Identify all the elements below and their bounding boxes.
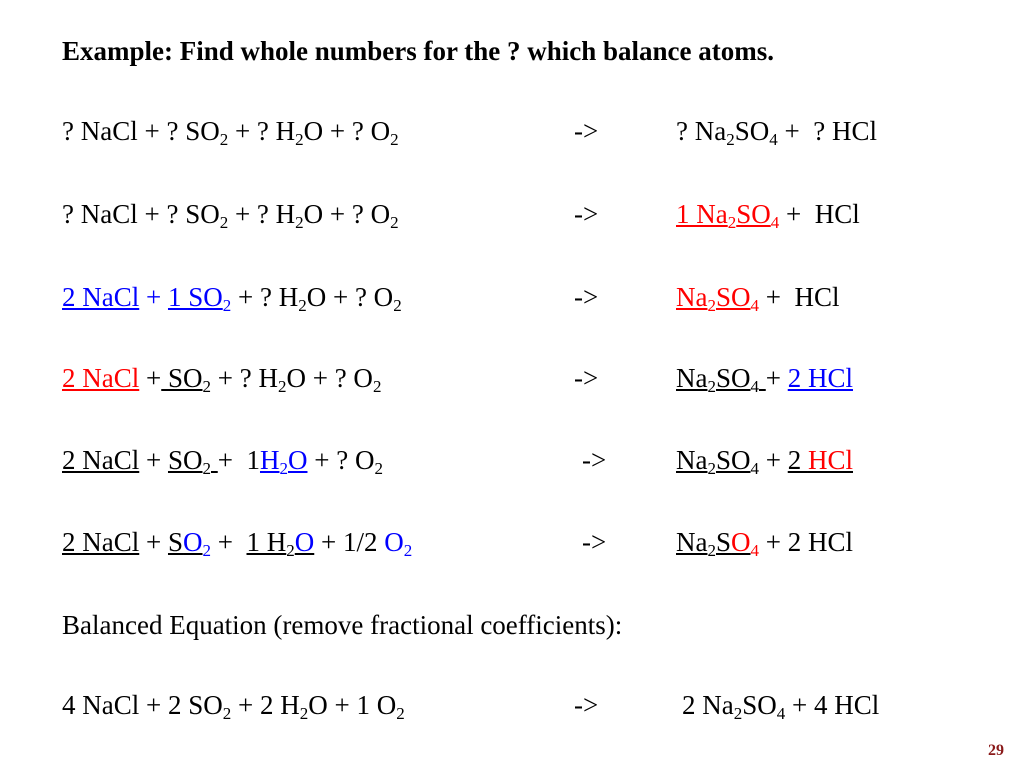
equation-3-rhs: $Na_2SO_4$ + HCl (676, 282, 840, 315)
page-number: 29 (988, 742, 1004, 759)
equation-balanced-rhs: 2 $Na_2SO_4 + 4$ HCl (682, 690, 880, 723)
equation-5-lhs: 2 NaCl + $SO_2 + 1H_2O$ + ? $O_2$ (62, 445, 383, 478)
equation-1-lhs: ? NaCl + ? $SO_2$ + ? $H_2O$ + ? $O_2$ (62, 116, 399, 149)
equation-balanced-lhs: 4 NaCl + 2 $SO_2 + 2$ $H_2O + 1$ $O_2$ (62, 690, 405, 723)
reaction-arrow: -> (574, 199, 599, 229)
equation-1-rhs: ? $Na_2SO_4$ + ? HCl (676, 116, 877, 149)
equation-4-lhs: 2 NaCl + $SO_2$ + ? $H_2O$ + ? $O_2$ (62, 363, 382, 396)
reaction-arrow: -> (574, 282, 599, 312)
equation-2-rhs: 1 $Na_2SO_4$ + HCl (676, 199, 860, 232)
equation-2-lhs: ? NaCl + ? $SO_2$ + ? $H_2O$ + ? $O_2$ (62, 199, 399, 232)
reaction-arrow: -> (574, 116, 599, 146)
equation-6-lhs: 2 NaCl + $SO_2 + 1$ $H_2O + 1/2$ $O_2$ (62, 527, 413, 560)
equation-5-rhs: $Na_2SO_4 + 2$ HCl (676, 445, 853, 478)
reaction-arrow: -> (582, 527, 607, 557)
equation-6-rhs: $Na_2SO_4 + 2$ HCl (676, 527, 854, 560)
equation-4-rhs: $Na_2SO_4 + 2$ HCl (676, 363, 853, 396)
equation-3-lhs: 2 NaCl + 1 $SO_2$ + ? $H_2O$ + ? $O_2$ (62, 282, 402, 315)
balanced-note: Balanced Equation (remove fractional coefficients): (62, 610, 623, 640)
reaction-arrow: -> (582, 445, 607, 475)
slide-title: Example: Find whole numbers for the ? which balance atoms. (62, 36, 775, 66)
reaction-arrow: -> (574, 690, 599, 720)
reaction-arrow: -> (574, 363, 599, 393)
